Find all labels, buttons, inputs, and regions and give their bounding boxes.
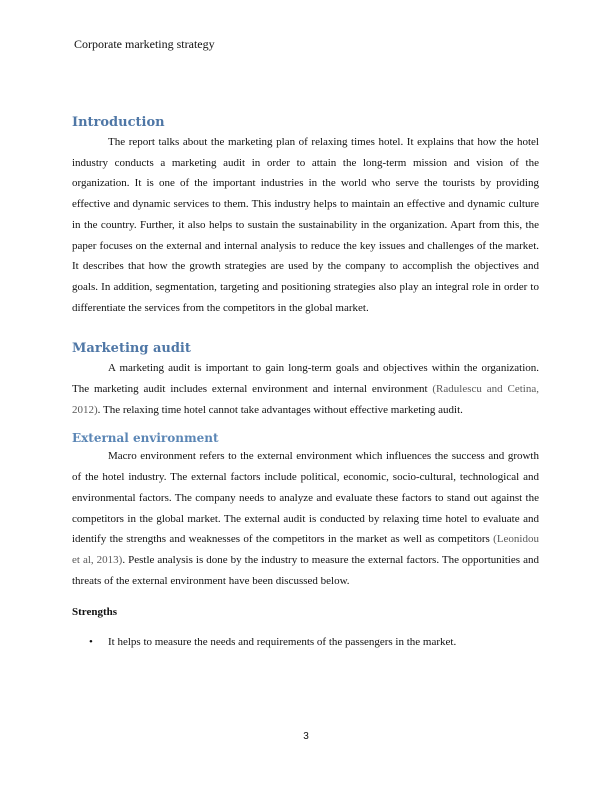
- marketing-audit-heading: Marketing audit: [72, 341, 191, 357]
- document-body: [72, 114, 539, 650]
- running-header: Corporate marketing strategy: [74, 37, 215, 51]
- list-item: [72, 634, 539, 650]
- introduction-heading: Introduction: [72, 115, 165, 130]
- marketing-audit-paragraph: [72, 358, 539, 420]
- bullet-icon: •: [89, 636, 93, 649]
- external-environment-paragraph: [72, 446, 539, 591]
- list-item-text: It helps to measure the needs and requirements of the passengers in the market.: [108, 636, 457, 649]
- page-number: 3: [303, 731, 309, 742]
- citation-leonidou: (Leonidou et al, 2013): [72, 533, 539, 566]
- strengths-heading: Strengths: [72, 606, 118, 619]
- external-environment-heading: External environment: [72, 431, 219, 446]
- external-environment-text-a: Macro environment refers to the external environment which influences the success and growth of the hotel industry. The external factors include political, economic, socio-cultural, technological and environmental factors. The company needs to analyze and evaluate these factors to stand out against the competitors in the global market. The external audit is conducted by relaxing time hotel to evaluate and identify the strengths and weaknesses of the competitors in the market as well as competitors: [72, 450, 539, 546]
- marketing-audit-text-a: A marketing audit is important to gain long-term goals and objectives within the organization. The marketing audit includes external environment and internal environment: [72, 362, 539, 396]
- citation-radulescu: (Radulescu and Cetina, 2012): [72, 383, 539, 416]
- introduction-paragraph: The report talks about the marketing plan of relaxing times hotel. It explains that how the hotel industry conducts a marketing audit in order to attain the long-term mission and vision of the organization. It is one of the important industries in the world who serve the tourists by providing effective and dynamic services to them. This industry helps to maintain an effective and dynamic culture in the country. Further, it also helps to sustain the sustainability in the organization. Apart from this, the paper focuses on the external and internal analysis to reduce the key issues and challenges of the market. It describes that how the growth strategies are used by the company to accomplish the objectives and goals. In addition, segmentation, targeting and positioning strategies also play an integral role in order to differentiate the services from the competitors in the global market.: [72, 136, 539, 314]
- external-environment-text-b: . Pestle analysis is done by the industry to measure the external factors. The opportunities and threats of the external environment have been discussed below.: [72, 553, 539, 587]
- marketing-audit-text-b: . The relaxing time hotel cannot take advantages without effective marketing audit.: [97, 403, 463, 416]
